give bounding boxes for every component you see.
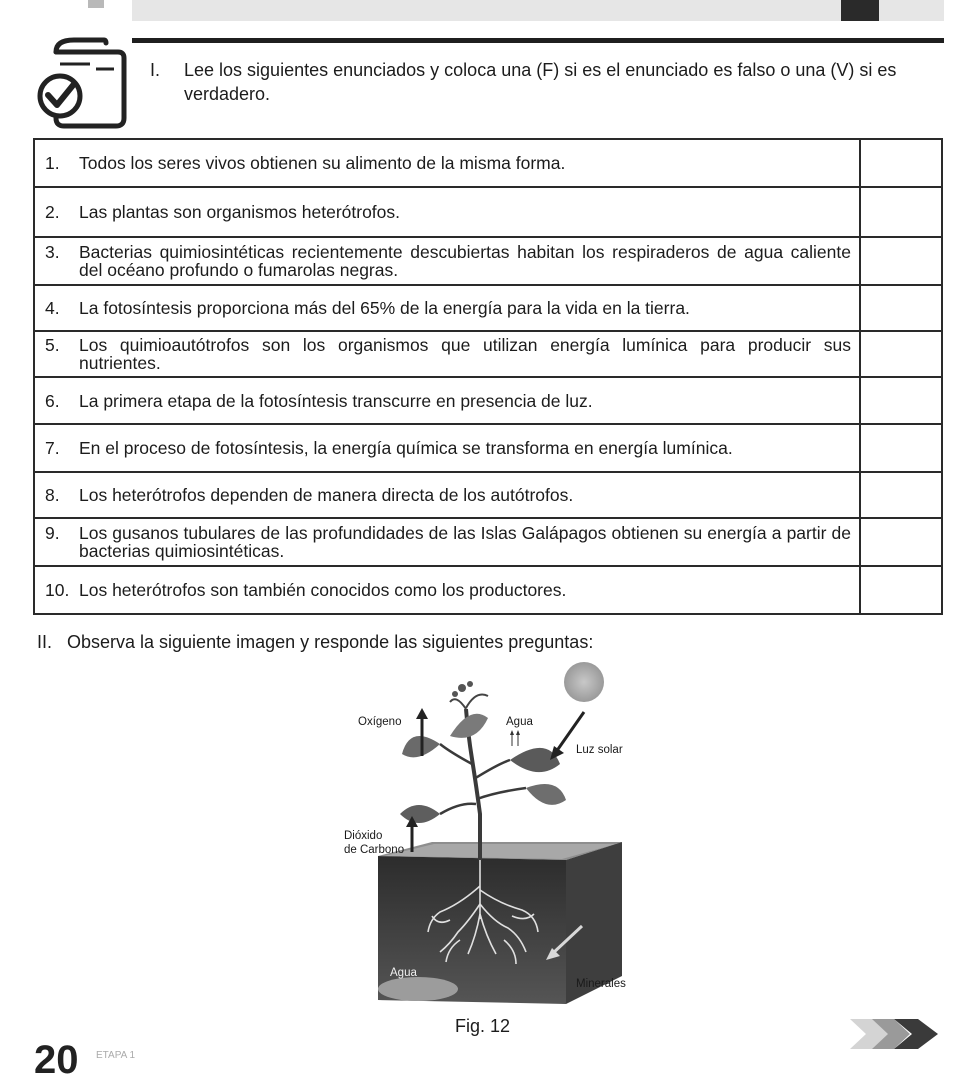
statement-number: 8. [45,484,60,505]
statement-text: Las plantas son organismos heterótrofos. [79,202,401,223]
statement-cell [34,377,860,423]
statement-cell [34,139,860,187]
label-sunlight: Luz solar [576,744,623,756]
statement-row [34,377,942,423]
section-1-text: Lee los siguientes enunciados y coloca una (F) si es el enunciado es falso o una (V) si es verdadero. [184,60,897,104]
section-1-numeral: I. [150,60,161,80]
statement-number: 6. [45,390,60,411]
label-co2-line2: de Carbono [344,844,405,856]
answer-box[interactable] [860,472,942,518]
answer-box[interactable] [860,187,942,237]
plant-flower [452,681,473,697]
statement-cell [34,472,860,518]
checklist-activity-icon [34,34,130,130]
statement-cell [34,518,860,566]
statement-row [34,285,942,331]
statement-cell [34,237,860,285]
statement-row [34,139,942,187]
statement-cell [34,424,860,472]
header-band [132,0,944,21]
answer-box[interactable] [860,424,942,472]
header-tab [841,0,879,21]
statement-text: Los heterótrofos dependen de manera directa de los autótrofos. [79,484,574,505]
statement-number: 9. [45,522,60,543]
next-chevrons-icon [850,1017,942,1051]
section-2-text: Observa la siguiente imagen y responde las siguientes preguntas: [67,632,594,652]
statement-row [34,424,942,472]
statement-number: 1. [45,153,60,174]
soil-water [378,977,458,1001]
statement-row [34,472,942,518]
statement-text: En el proceso de fotosíntesis, la energía química se transforma en energía lumínica. [79,437,733,458]
statement-text: Los heterótrofos son también conocidos como los productores. [79,579,567,600]
statement-row [34,237,942,285]
water-up-arrows [510,730,520,746]
statement-row [34,187,942,237]
statement-row [34,566,942,614]
sun-icon [564,662,604,702]
label-water-bottom: Agua [390,967,417,979]
label-co2-line1: Dióxido [344,830,383,842]
statement-number: 10. [45,579,70,600]
statement-cell [34,331,860,377]
label-minerals: Minerales [576,978,626,990]
statement-row [34,331,942,377]
statement-text: Bacterias quimiosintéticas recientemente descubiertas habitan los respiraderos de agua caliente del océano profundo o fumarolas negras. [79,242,851,281]
answer-box[interactable] [860,139,942,187]
statement-text: Los quimioautótrofos son los organismos que utilizan energía lumínica para producir sus nutrientes. [79,335,851,374]
header-marker [88,0,104,8]
statement-row [34,518,942,566]
statement-number: 5. [45,335,60,356]
stage-label: ETAPA 1 [96,1050,136,1061]
answer-box[interactable] [860,285,942,331]
statement-cell [34,566,860,614]
statement-number: 4. [45,298,60,319]
label-oxygen: Oxígeno [358,716,402,728]
statement-text: Los gusanos tubulares de las profundidades de las Islas Galápagos obtienen su energía a partir de bacterias quimiosintéticas. [79,522,851,561]
statement-text: La primera etapa de la fotosíntesis transcurre en presencia de luz. [79,390,593,411]
statement-number: 7. [45,437,60,458]
answer-box[interactable] [860,331,942,377]
figure-caption: Fig. 12 [455,1016,511,1036]
statement-number: 3. [45,242,60,263]
statement-text: La fotosíntesis proporciona más del 65% de la energía para la vida en la tierra. [79,298,690,319]
section-2-numeral: II. [37,632,53,652]
statement-cell [34,187,860,237]
page-number: 20 [34,1038,79,1082]
statement-number: 2. [45,202,60,223]
answer-box[interactable] [860,518,942,566]
photosynthesis-figure [300,664,660,1014]
page-footer [34,1038,136,1082]
statement-text: Todos los seres vivos obtienen su alimento de la misma forma. [79,153,566,174]
answer-box[interactable] [860,566,942,614]
statement-cell [34,285,860,331]
answer-box[interactable] [860,237,942,285]
true-false-table [33,138,943,615]
section-rule [132,38,944,43]
label-water-top: Agua [506,716,533,728]
answer-box[interactable] [860,377,942,423]
